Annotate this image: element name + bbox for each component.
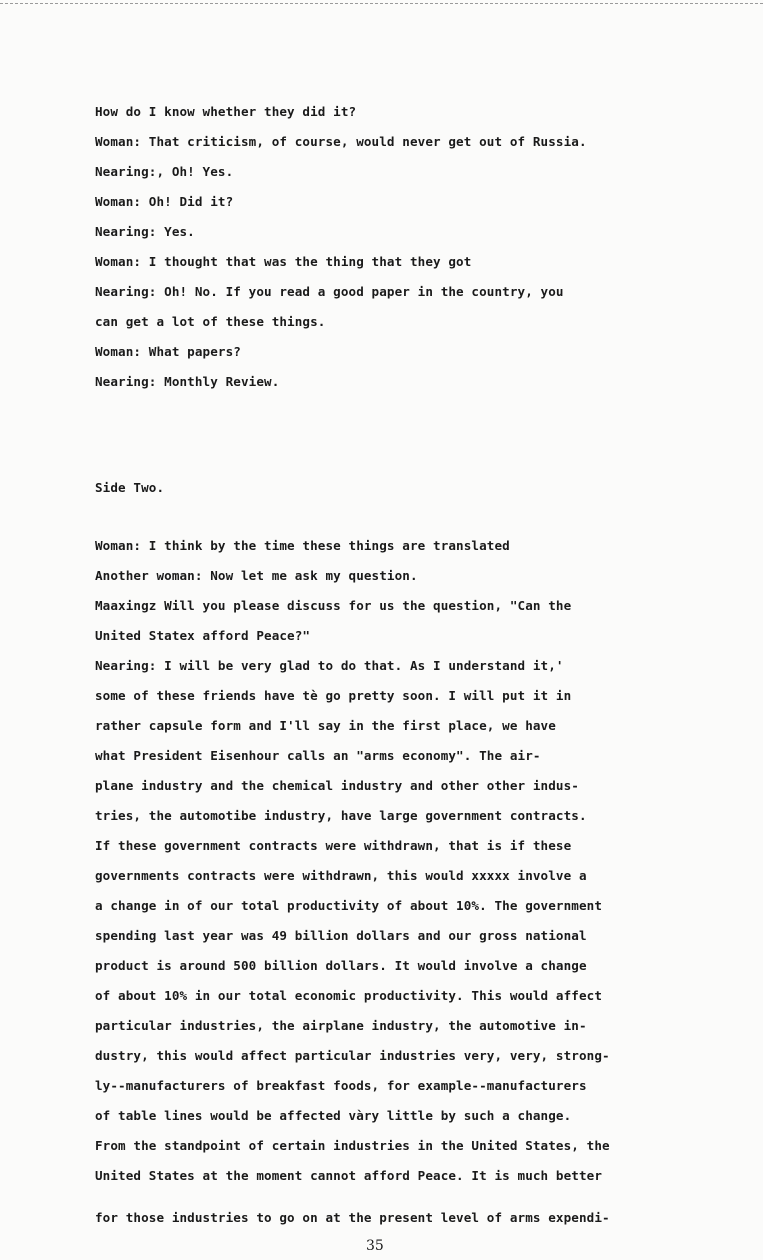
section-heading: Side Two.	[95, 480, 165, 495]
text-line: Nearing: Monthly Review.	[95, 374, 280, 389]
text-line: Woman: I thought that was the thing that they got	[95, 254, 472, 269]
text-line: spending last year was 49 billion dollars and our gross national	[95, 928, 587, 943]
text-line: Woman: That criticism, of course, would never get out of Russia.	[95, 134, 587, 149]
text-line: for those industries to go on at the present level of arms expendi-	[95, 1210, 610, 1225]
text-line: what President Eisenhour calls an "arms economy". The air-	[95, 748, 541, 763]
text-line: can get a lot of these things.	[95, 314, 326, 329]
text-line: Woman: I think by the time these things are translated	[95, 538, 510, 553]
text-line: Nearing:, Oh! Yes.	[95, 164, 234, 179]
text-line: governments contracts were withdrawn, this would xxxxx involve a	[95, 868, 587, 883]
text-line: particular industries, the airplane industry, the automotive in-	[95, 1018, 587, 1033]
text-line: United Statex afford Peace?"	[95, 628, 311, 643]
text-line: If these government contracts were withdrawn, that is if these	[95, 838, 572, 853]
text-line: How do I know whether they did it?	[95, 104, 357, 119]
text-line: Nearing: Oh! No. If you read a good paper in the country, you	[95, 284, 564, 299]
text-line: product is around 500 billion dollars. It would involve a change	[95, 958, 587, 973]
text-line: United States at the moment cannot afford Peace. It is much better	[95, 1168, 603, 1183]
text-line: Nearing: Yes.	[95, 224, 195, 239]
text-line: some of these friends have tè go pretty soon. I will put it in	[95, 688, 572, 703]
text-line: ly--manufacturers of breakfast foods, for example--manufacturers	[95, 1078, 587, 1093]
text-line: Another woman: Now let me ask my question.	[95, 568, 418, 583]
text-line: of table lines would be affected vàry little by such a change.	[95, 1108, 572, 1123]
text-line: rather capsule form and I'll say in the first place, we have	[95, 718, 556, 733]
text-line: Maaxingz Will you please discuss for us the question, "Can the	[95, 598, 572, 613]
text-line: a change in of our total productivity of about 10%. The government	[95, 898, 603, 913]
page-number: 35	[366, 1238, 384, 1254]
text-line: From the standpoint of certain industries in the United States, the	[95, 1138, 610, 1153]
text-line: Woman: What papers?	[95, 344, 241, 359]
text-line: of about 10% in our total economic productivity. This would affect	[95, 988, 603, 1003]
text-line: Nearing: I will be very glad to do that. As I understand it,'	[95, 658, 564, 673]
text-line: plane industry and the chemical industry and other other indus-	[95, 778, 579, 793]
text-line: Woman: Oh! Did it?	[95, 194, 234, 209]
top-border-rule	[0, 3, 763, 4]
text-line: tries, the automotibe industry, have large government contracts.	[95, 808, 587, 823]
text-line: dustry, this would affect particular industries very, very, strong-	[95, 1048, 610, 1063]
